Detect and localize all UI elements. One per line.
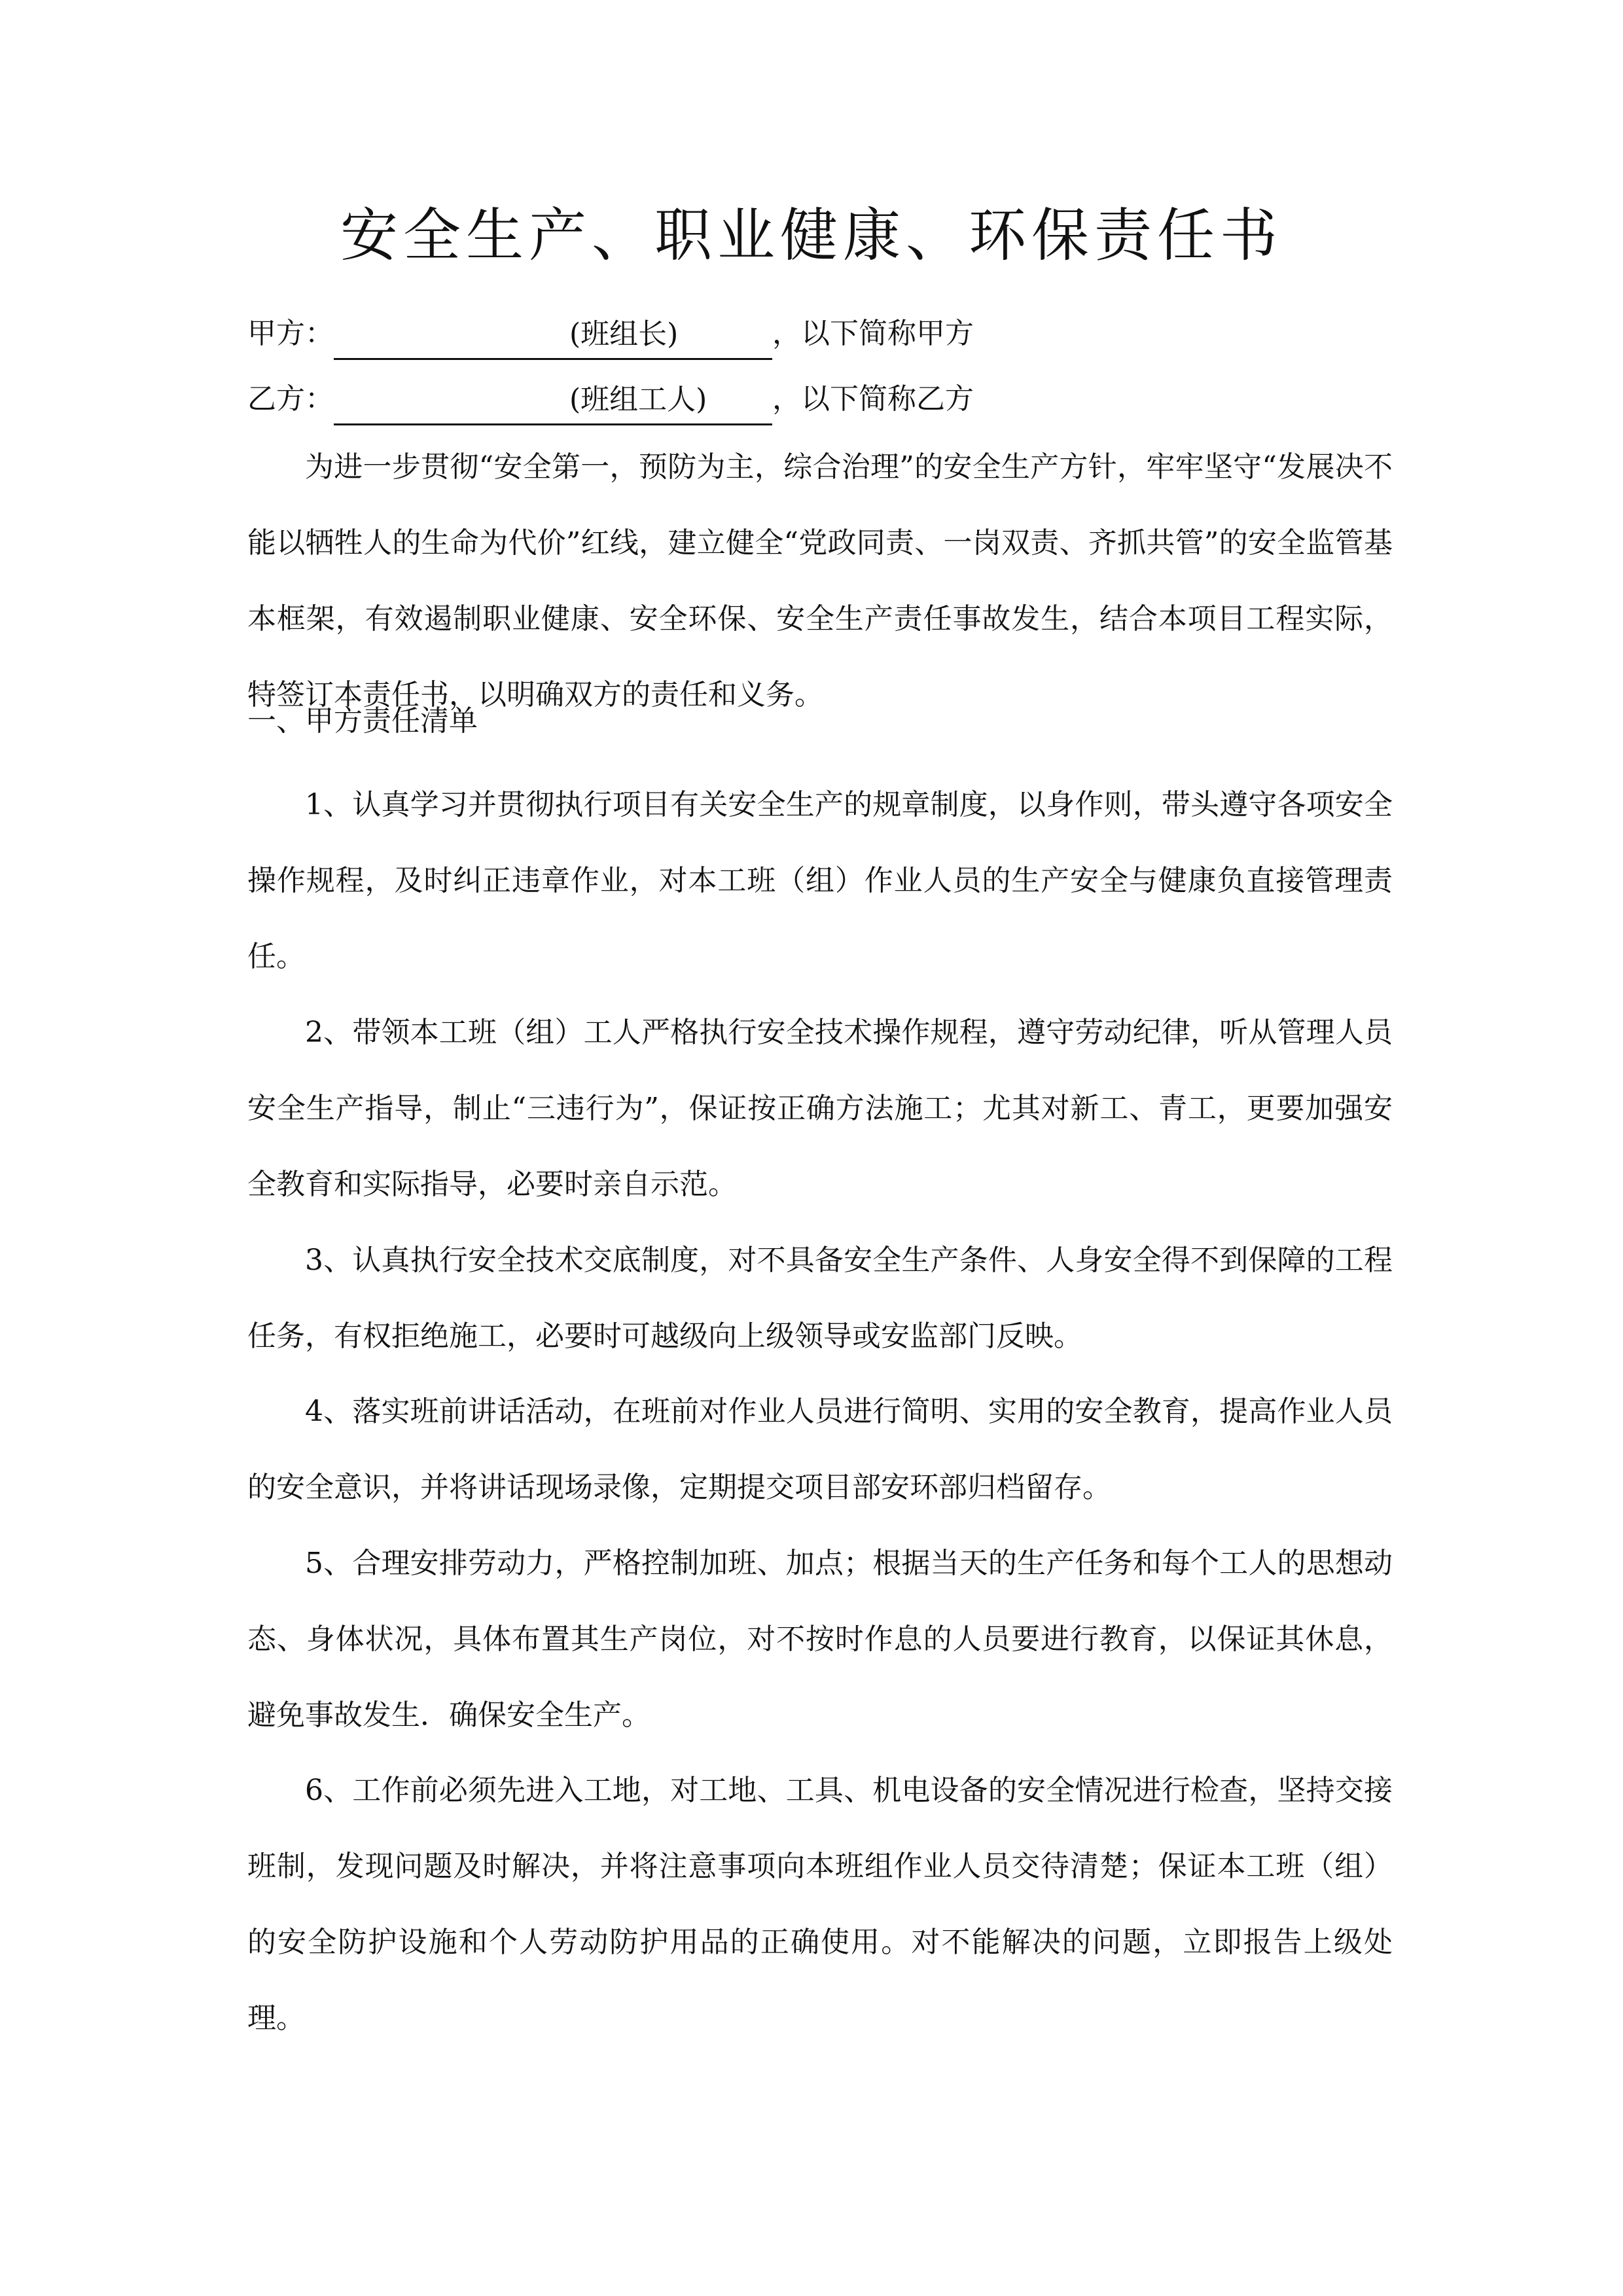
party-a-line xyxy=(247,308,974,360)
party-a-label: 甲方： xyxy=(247,317,334,350)
intro-paragraph: 为进一步贯彻“安全第一，预防为主，综合治理”的安全生产方针，牢牢坚守“发展决不能以牺牲人的生命为代价”红线，建立健全“党政同责、一岗双责、齐抓共管”的安全监管基本框架，有效遏制职业健康、安全环保、安全生产责任事故发生，结合本项目工程实际，特签订本责任书，以明确双方的责任和义务。 xyxy=(247,450,1393,711)
party-a-blank-field xyxy=(334,317,772,360)
responsibility-item-2: 2、带领本工班（组）工人严格执行安全技术操作规程，遵守劳动纪律，听从管理人员安全生产指导，制止“三违行为”，保证按正确方法施工；尤其对新工、青工，更要加强安全教育和实际指导，必要时亲自示范。 xyxy=(247,1016,1393,1201)
party-b-blank-field xyxy=(334,383,772,425)
party-b-suffix: ，以下简称乙方 xyxy=(772,382,974,416)
party-b-line xyxy=(247,373,974,425)
responsibility-item-4: 4、落实班前讲话活动，在班前对作业人员进行简明、实用的安全教育，提高作业人员的安全意识，并将讲话现场录像，定期提交项目部安环部归档留存。 xyxy=(247,1395,1393,1504)
party-b-role: (班组工人) xyxy=(569,383,707,416)
responsibility-item-6: 6、工作前必须先进入工地，对工地、工具、机电设备的安全情况进行检查，坚持交接班制，发现问题及时解决，并将注意事项向本班组作业人员交待清楚；保证本工班（组）的安全防护设施和个人劳动防护用品的正确使用。对不能解决的问题，立即报告上级处理。 xyxy=(247,1774,1393,2035)
responsibility-item-1: 1、认真学习并贯彻执行项目有关安全生产的规章制度，以身作则，带头遵守各项安全操作规程，及时纠正违章作业，对本工班（组）作业人员的生产安全与健康负直接管理责任。 xyxy=(247,788,1393,973)
document-title: 安全生产、职业健康、环保责任书 xyxy=(340,202,1283,269)
party-b-label: 乙方： xyxy=(247,382,334,416)
responsibility-item-3: 3、认真执行安全技术交底制度，对不具备安全生产条件、人身安全得不到保障的工程任务，有权拒绝施工，必要时可越级向上级领导或安监部门反映。 xyxy=(247,1244,1393,1353)
party-a-role: (班组长) xyxy=(569,317,679,351)
section-heading: 一、甲方责任清单 xyxy=(247,704,478,738)
responsibility-item-5: 5、合理安排劳动力，严格控制加班、加点；根据当天的生产任务和每个工人的思想动态、身体状况，具体布置其生产岗位，对不按时作息的人员要进行教育，以保证其休息，避免事故发生．确保安全生产。 xyxy=(247,1547,1393,1732)
party-a-suffix: ，以下简称甲方 xyxy=(772,317,974,350)
